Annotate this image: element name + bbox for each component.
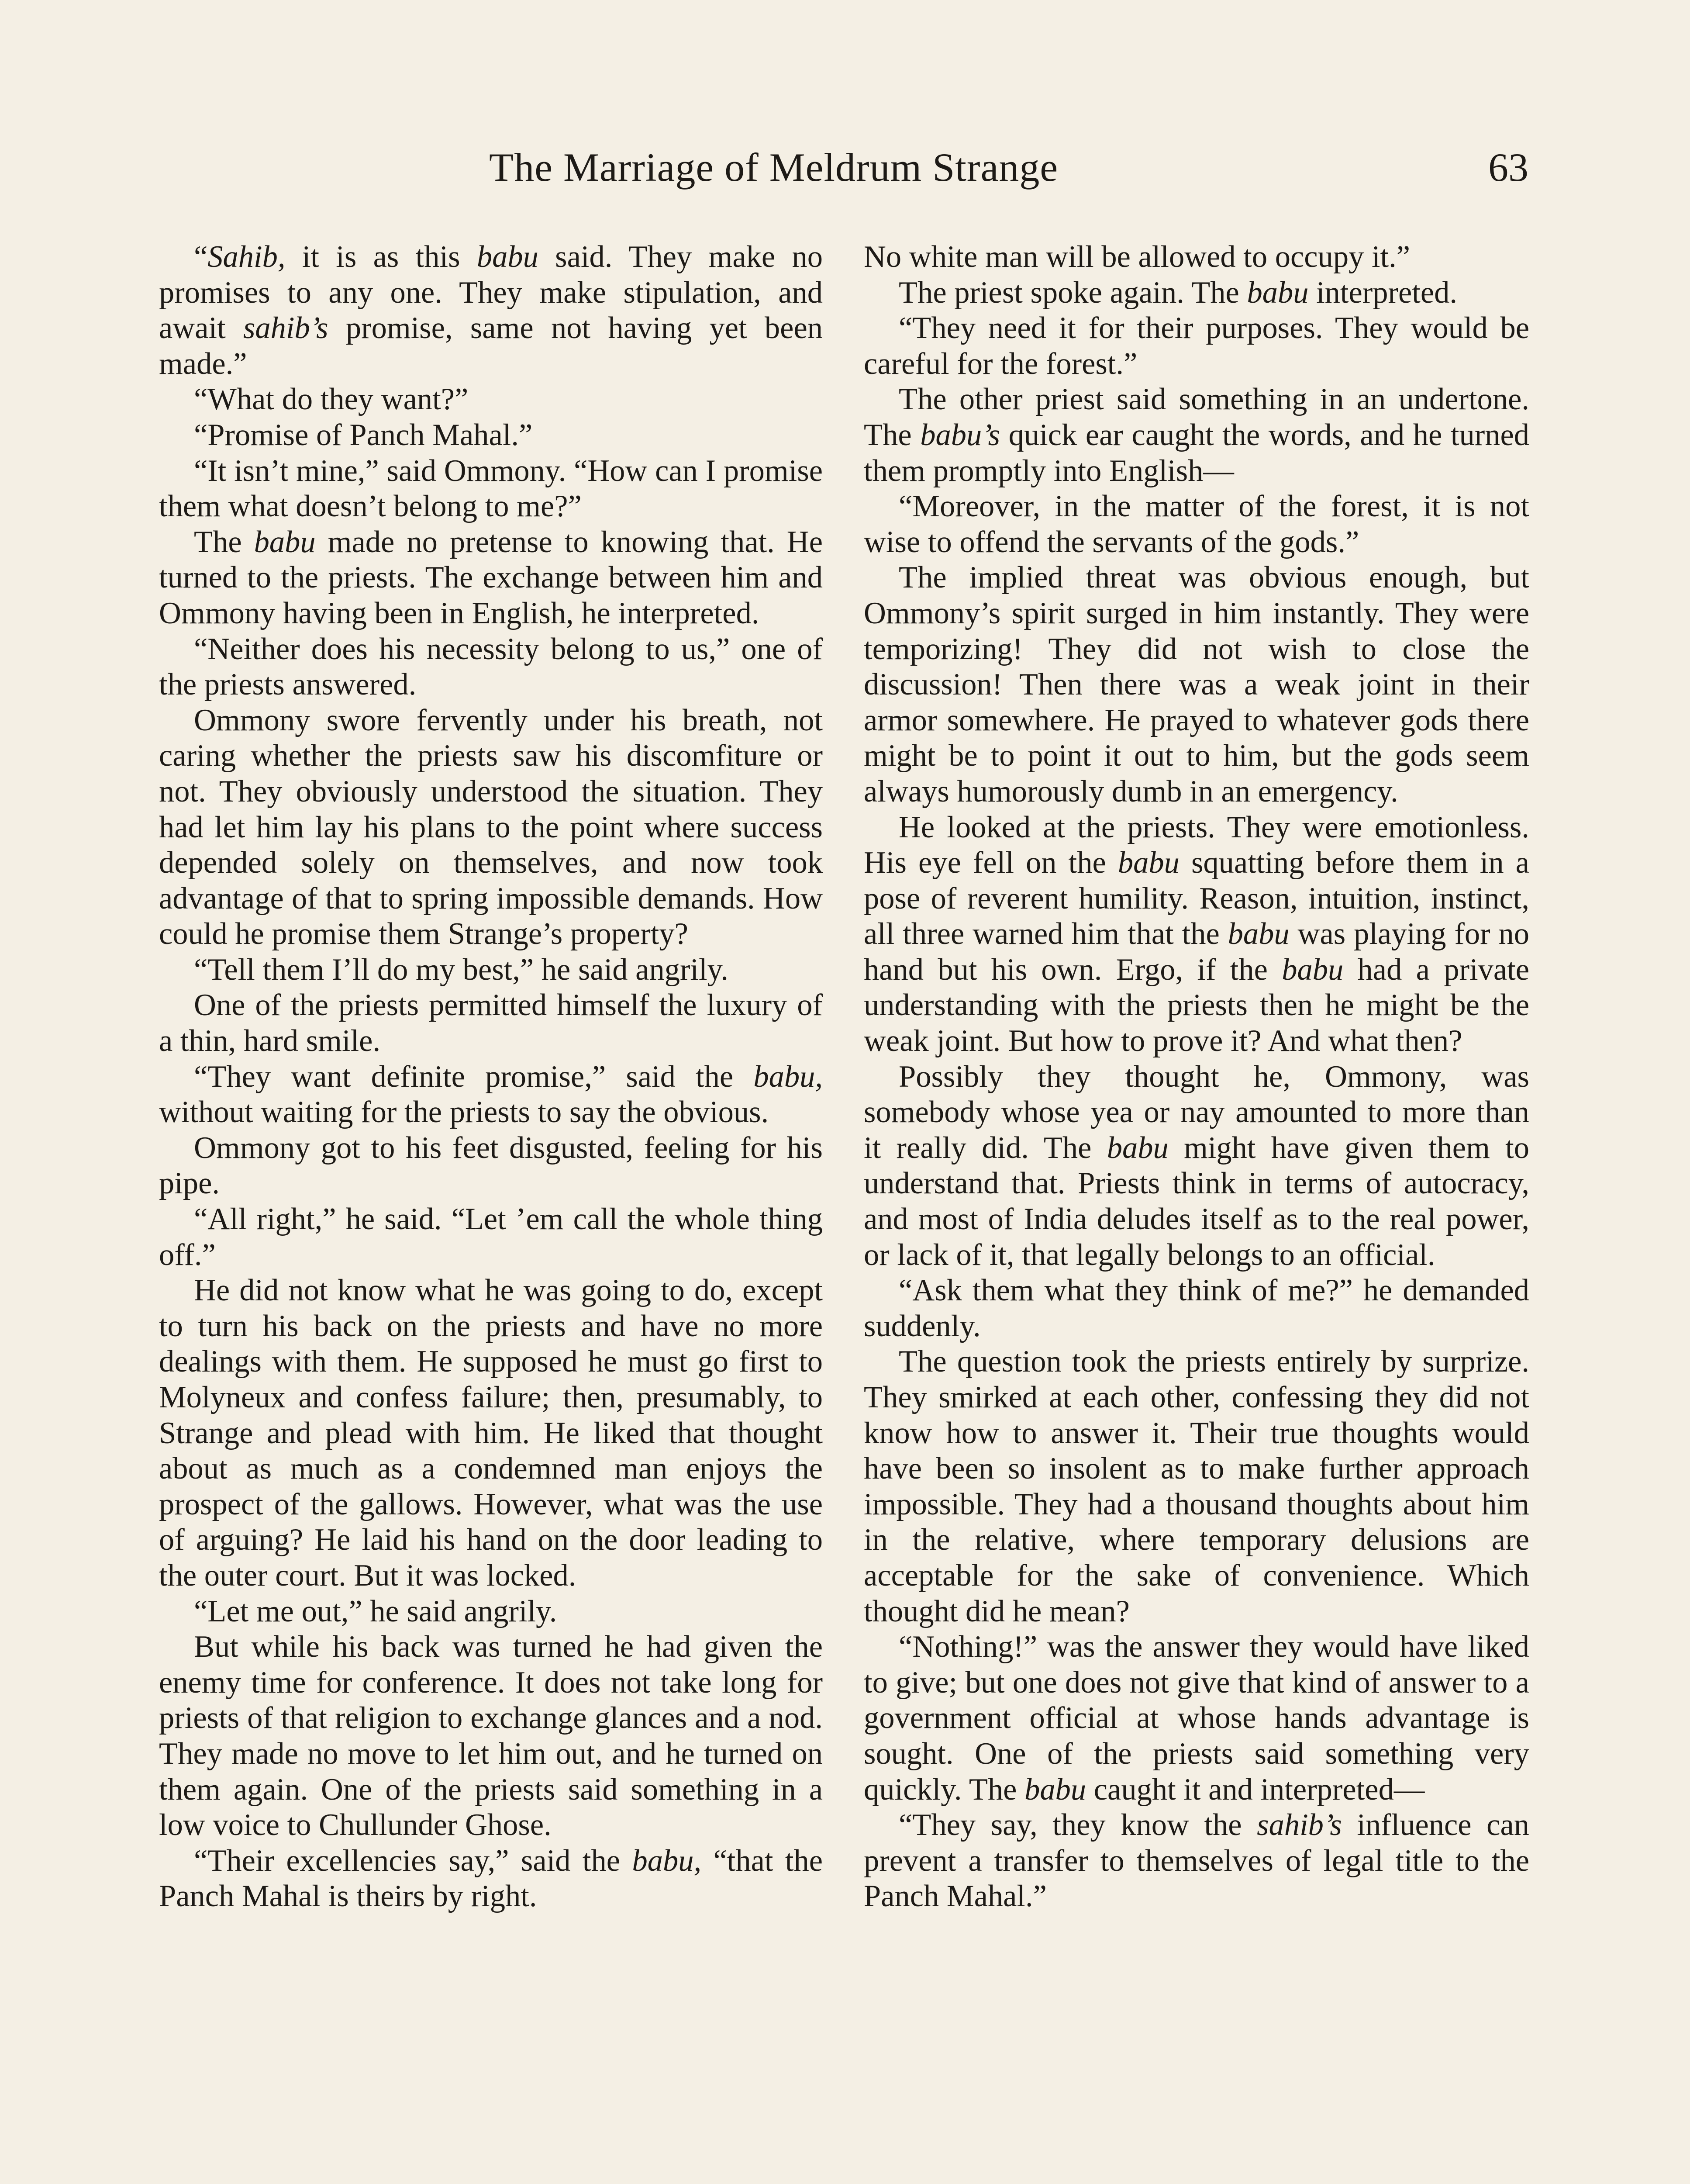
right-text-column xyxy=(864,239,1529,1914)
text-run: “Neither does his necessity belong to us,” one of the priests answered. xyxy=(159,632,823,702)
paragraph xyxy=(159,453,823,525)
text-run: said. They make no promises to any one. They make stipulation, and await xyxy=(159,240,823,346)
text-run: it is as this xyxy=(285,240,477,274)
text-run: caught it and interpreted— xyxy=(1086,1772,1425,1807)
paragraph xyxy=(159,1273,823,1593)
text-run: But while his back was turned he had given the enemy time for conference. It does not take long for priests of that religion to exchange glances and a nod. They made no move to let him out, and he turned on them again. One of the priests said something in a low voice to Chullunder Ghose. xyxy=(159,1630,823,1842)
italic-text: babu xyxy=(1024,1772,1086,1807)
paragraph xyxy=(159,703,823,952)
text-run: quick ear caught the words, and he turned them promptly into English— xyxy=(864,418,1530,488)
text-run: “What do they want?” xyxy=(194,382,469,417)
italic-text: babu xyxy=(1228,917,1290,951)
paragraph xyxy=(864,275,1529,311)
paragraph xyxy=(864,1807,1529,1914)
text-run: promise, same not having yet been made.” xyxy=(159,311,823,381)
italic-text: sahib’s xyxy=(243,311,328,346)
paragraph xyxy=(159,418,823,453)
text-run: had a private understanding with the priests then he might be the weak joint. But how to prove it? And what then? xyxy=(864,952,1529,1058)
text-run: “Let me out,” he said angrily. xyxy=(194,1594,557,1628)
italic-text: babu xyxy=(1117,846,1180,880)
paragraph xyxy=(864,1273,1529,1344)
paragraph xyxy=(864,382,1529,489)
paragraph xyxy=(864,1344,1529,1629)
text-run: “They want definite promise,” said the xyxy=(194,1059,754,1094)
paragraph xyxy=(864,1629,1529,1807)
text-run: “They say, they know the xyxy=(899,1808,1257,1842)
italic-text: babu, xyxy=(753,1059,823,1094)
text-run: influence can prevent a transfer to themselves of legal title to the Panch Mahal.” xyxy=(864,1808,1529,1914)
text-run: made no pretense to knowing that. He turned to the priests. The exchange between him and Ommony having been in English, he interpreted. xyxy=(159,525,823,630)
italic-text: babu xyxy=(1282,952,1344,987)
text-run: “that the Panch Mahal is theirs by right. xyxy=(159,1843,823,1914)
paragraph xyxy=(159,525,823,632)
text-run: He did not know what he was going to do, except to turn his back on the priests and have no more dealings with them. He supposed he must go first to Molyneux and confess failure; then, presumably, to Strange and plead with him. He liked that thought about as much as a condemned man enjoys the prospect of the gallows. However, what was the use of arguing? He laid his hand on the door leading to the outer court. But it was locked. xyxy=(159,1273,823,1593)
text-run: “Promise of Panch Mahal.” xyxy=(194,418,533,452)
italic-text: babu xyxy=(1247,275,1309,310)
left-text-column xyxy=(159,239,823,1914)
paragraph xyxy=(864,239,1529,275)
text-run: The xyxy=(194,525,254,559)
paragraph xyxy=(159,1594,823,1630)
text-run: He looked at the priests. They were emotionless. His eye fell on the xyxy=(864,810,1529,880)
paragraph xyxy=(159,988,823,1059)
paragraph xyxy=(159,1843,823,1914)
text-run: interpreted. xyxy=(1308,275,1458,310)
text-run: One of the priests permitted himself the luxury of a thin, hard smile. xyxy=(159,988,823,1058)
text-run: The question took the priests entirely by surprize. They smirked at each other, confessing they did not know how to answer it. Their true thoughts would have been so insolent as to make further approach impossible. They had a thousand thoughts about him in the relative, where temporary delusions are acceptable for the sake of convenience. Which thought did he mean? xyxy=(864,1344,1529,1628)
text-run: “Ask them what they think of me?” he demanded suddenly. xyxy=(864,1273,1529,1343)
italic-text: babu xyxy=(254,525,316,559)
text-run: The priest spoke again. The xyxy=(899,275,1247,310)
text-run: Possibly they thought he, Ommony, was somebody whose yea or nay amounted to more than it really did. The xyxy=(864,1059,1529,1165)
italic-text: babu xyxy=(1107,1130,1169,1165)
paragraph xyxy=(864,489,1529,560)
paragraph xyxy=(159,952,823,988)
text-run: might have given them to understand that. Priests think in terms of autocracy, and most of India deludes itself as to the real power, or lack of it, that legally belongs to an official. xyxy=(864,1130,1530,1272)
text-run: The implied threat was obvious enough, but Ommony’s spirit surged in him instantly. They were temporizing! They did not wish to close the discussion! Then there was a weak joint in their armor somewhere. He prayed to whatever gods there might be to point it out to him, but the gods seem always humorously dumb in an emergency. xyxy=(864,560,1529,809)
italic-text: sahib’s xyxy=(1257,1808,1342,1842)
text-run: “It isn’t mine,” said Ommony. “How can I promise them what doesn’t belong to me?” xyxy=(159,453,823,524)
italic-text: Sahib, xyxy=(207,240,286,274)
text-run: squatting before them in a pose of reverent humility. Reason, intuition, instinct, all three warned him that the xyxy=(864,846,1529,951)
paragraph xyxy=(864,810,1529,1059)
page-number: 63 xyxy=(1488,145,1528,190)
paragraph xyxy=(864,1059,1529,1273)
paragraph xyxy=(159,632,823,703)
paragraph xyxy=(864,560,1529,809)
text-run: “Moreover, in the matter of the forest, it is not wise to offend the servants of the gods.” xyxy=(864,489,1529,559)
running-head-title: The Marriage of Meldrum Strange xyxy=(489,145,1059,190)
paragraph xyxy=(159,1629,823,1843)
italic-text: babu, xyxy=(632,1843,702,1878)
paragraph xyxy=(159,1202,823,1273)
text-run: The other priest said something in an undertone. The xyxy=(864,382,1529,452)
text-run: No white man will be allowed to occupy it.” xyxy=(864,240,1411,274)
italic-text: babu xyxy=(476,240,538,274)
text-run: “Tell them I’ll do my best,” he said angrily. xyxy=(194,952,728,987)
text-run: “They need it for their purposes. They would be careful for the forest.” xyxy=(864,311,1529,381)
text-run: without waiting for the priests to say the obvious. xyxy=(159,1095,769,1130)
text-run: Ommony got to his feet disgusted, feeling for his pipe. xyxy=(159,1130,823,1201)
text-run: “ xyxy=(194,240,208,274)
paragraph xyxy=(159,1059,823,1130)
text-run: “Their excellencies say,” said the xyxy=(194,1843,632,1878)
text-run: was playing for no hand but his own. Ergo, if the xyxy=(864,917,1529,987)
paragraph xyxy=(864,311,1529,382)
text-run: “Nothing!” was the answer they would have liked to give; but one does not give that kind of answer to a government official at whose hands advantage is sought. One of the priests said something very quickly. The xyxy=(864,1630,1529,1807)
paragraph xyxy=(159,1130,823,1202)
paragraph xyxy=(159,239,823,382)
paragraph xyxy=(159,382,823,418)
text-run: Ommony swore fervently under his breath, not caring whether the priests saw his discomfiture or not. They obviously understood the situation. They had let him lay his plans to the point where success depended solely on themselves, and now took advantage of that to spring impossible demands. How could he promise them Strange’s property? xyxy=(159,703,823,951)
italic-text: babu’s xyxy=(920,418,1000,452)
text-run: “All right,” he said. “Let ’em call the whole thing off.” xyxy=(159,1202,823,1272)
